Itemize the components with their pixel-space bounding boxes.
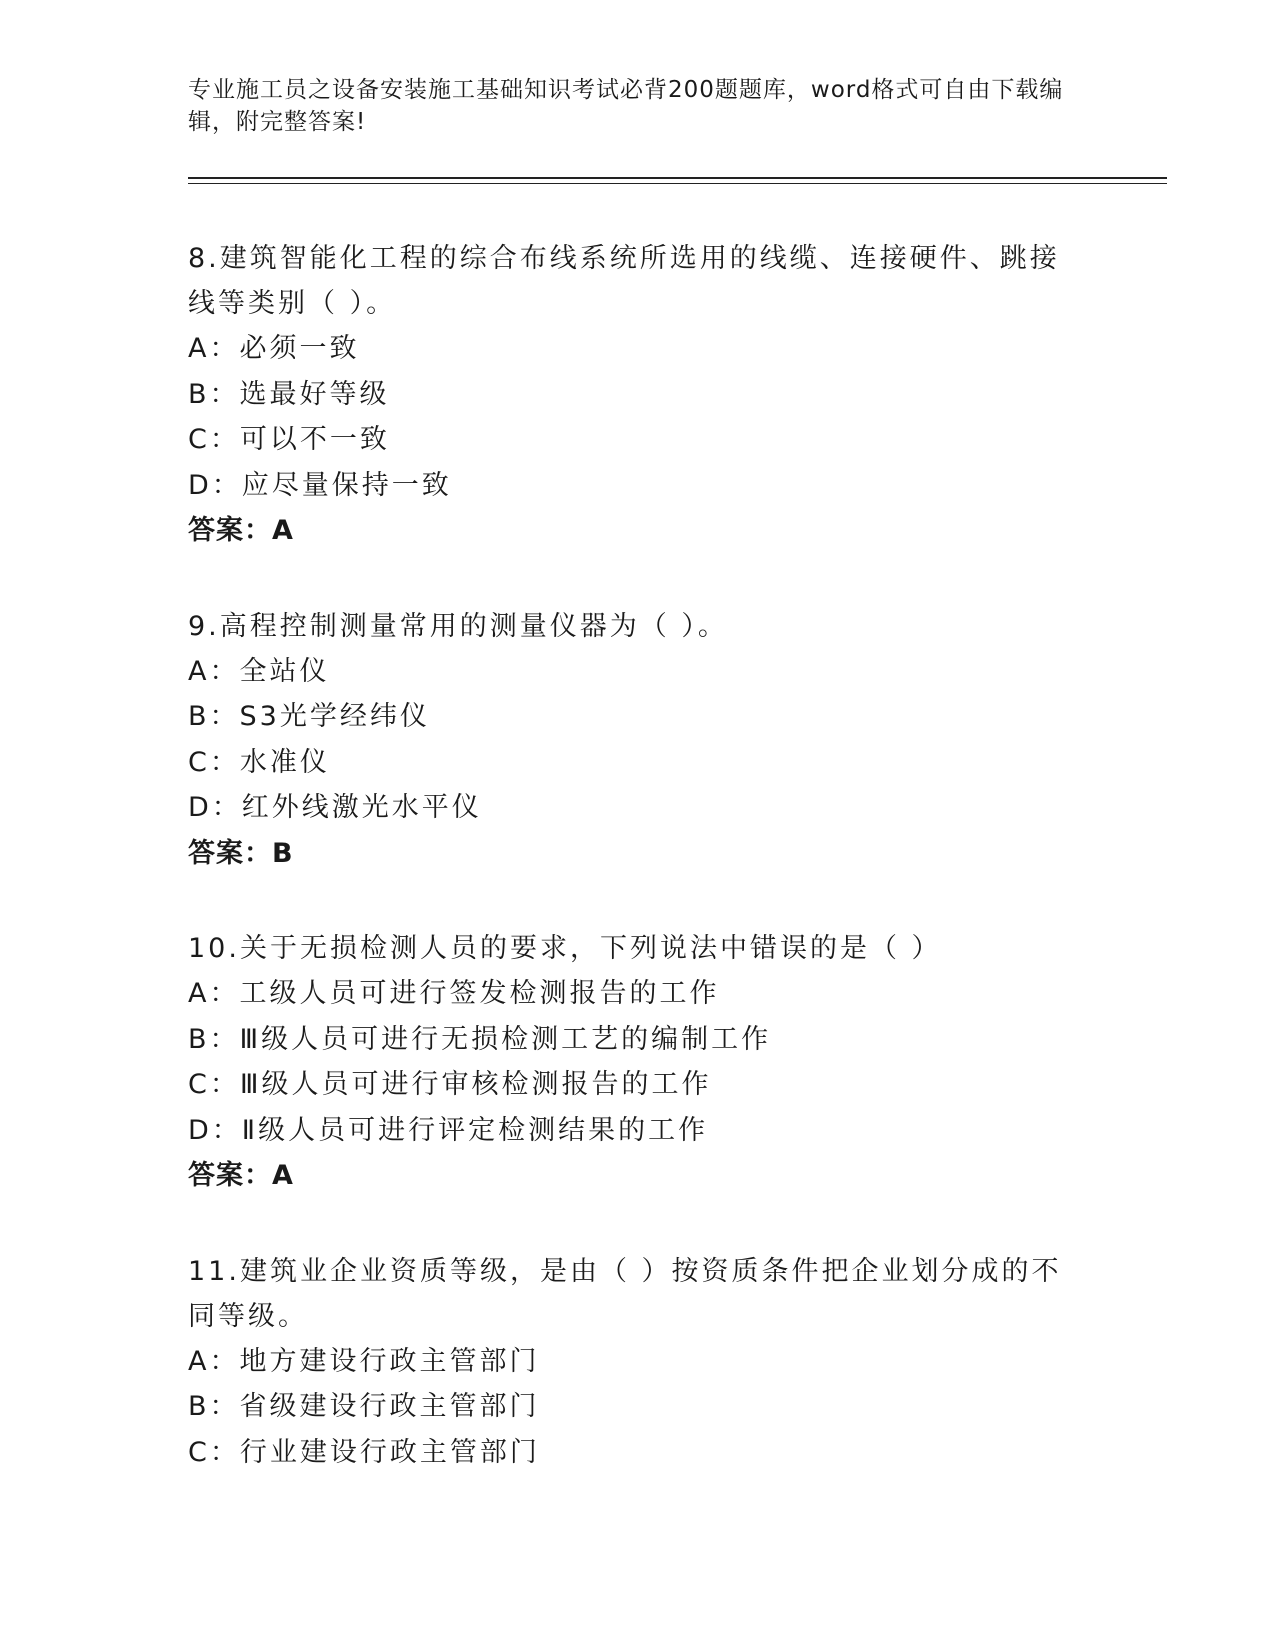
question-9 bbox=[188, 604, 1088, 877]
question-stem: 10.关于无损检测人员的要求，下列说法中错误的是（ ） bbox=[188, 933, 942, 964]
option-d: D：Ⅱ级人员可进行评定检测结果的工作 bbox=[188, 1114, 709, 1146]
answer: 答案：B bbox=[188, 837, 294, 869]
option-b: B：省级建设行政主管部门 bbox=[188, 1391, 540, 1422]
option-a: A：工级人员可进行签发检测报告的工作 bbox=[188, 978, 720, 1009]
option-a: A：地方建设行政主管部门 bbox=[188, 1345, 540, 1377]
question-11 bbox=[188, 1249, 1088, 1476]
option-a: A：全站仪 bbox=[188, 655, 330, 687]
document-header: 专业施工员之设备安装施工基础知识考试必背200题题库，word格式可自由下载编辑，附完整答案! bbox=[188, 77, 1064, 135]
question-stem: 11.建筑业企业资质等级，是由（ ）按资质条件把企业划分成的不同等级。 bbox=[188, 1255, 1062, 1332]
option-c: C：水准仪 bbox=[188, 746, 330, 778]
answer: 答案：A bbox=[188, 515, 294, 546]
option-d: D：红外线激光水平仪 bbox=[188, 792, 482, 823]
option-c: C：Ⅲ级人员可进行审核检测报告的工作 bbox=[188, 1069, 712, 1100]
option-c: C：可以不一致 bbox=[188, 424, 390, 455]
option-d: D：应尽量保持一致 bbox=[188, 469, 452, 501]
header-divider-thin bbox=[188, 183, 1167, 184]
question-8 bbox=[188, 236, 1088, 554]
option-b: B：选最好等级 bbox=[188, 378, 390, 410]
question-stem: 8.建筑智能化工程的综合布线系统所选用的线缆、连接硬件、跳接线等类别（ ）。 bbox=[188, 243, 1060, 319]
question-stem: 9.高程控制测量常用的测量仪器为（ ）。 bbox=[188, 610, 728, 642]
question-list bbox=[188, 236, 1088, 1525]
option-b: B：Ⅲ级人员可进行无损检测工艺的编制工作 bbox=[188, 1023, 772, 1055]
option-c: C：行业建设行政主管部门 bbox=[188, 1436, 540, 1468]
header-divider-thick bbox=[188, 177, 1167, 179]
answer: 答案：A bbox=[188, 1160, 294, 1191]
option-b: B：S3光学经纬仪 bbox=[188, 701, 430, 732]
question-10 bbox=[188, 926, 1088, 1199]
option-a: A：必须一致 bbox=[188, 333, 360, 364]
